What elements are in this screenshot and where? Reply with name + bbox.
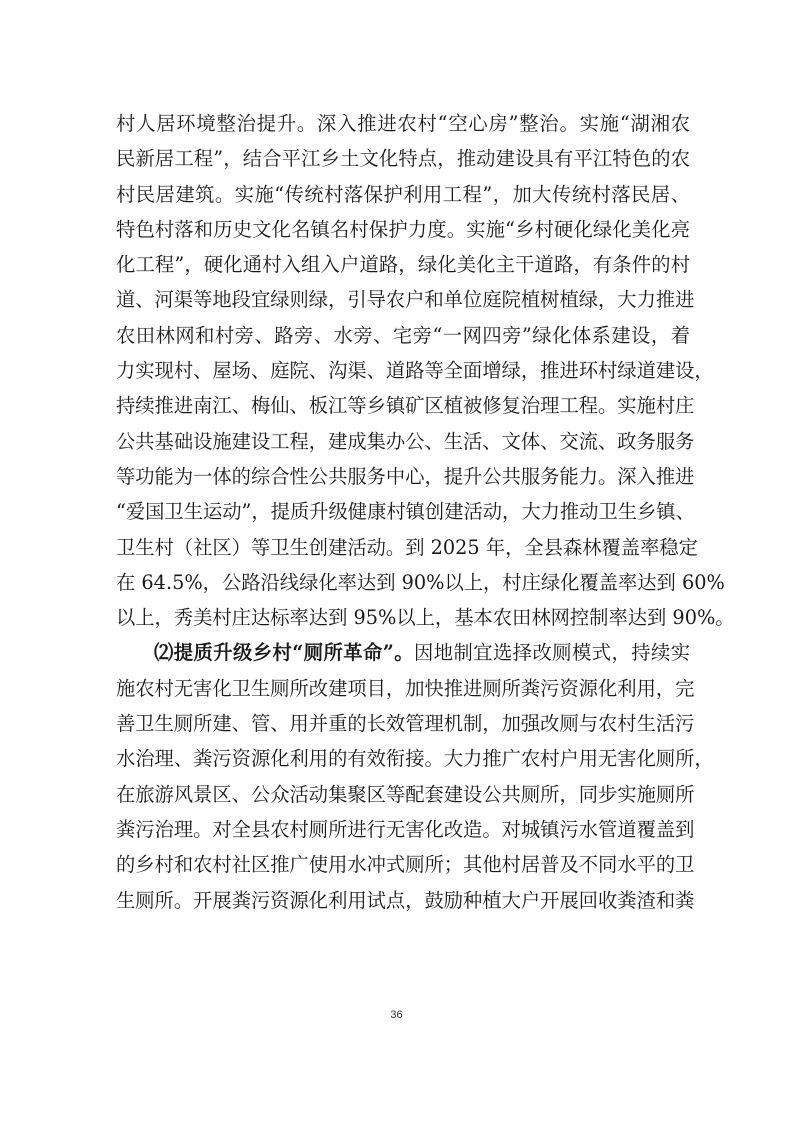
text-line: 施农村无害化卫生厕所改建项目，加快推进厕所粪污资源化利用，完 bbox=[116, 676, 695, 700]
text-line: 善卫生厕所建、管、用并重的长效管理机制，加强改厕与农村生活污 bbox=[116, 712, 695, 736]
text-line: 民新居工程”，结合平江乡土文化特点，推动建设具有平江特色的农 bbox=[116, 147, 690, 171]
text-line: 村人居环境整治提升。深入推进农村“空心房”整治。实施“湖湘农 bbox=[116, 112, 690, 135]
text-line: 的乡村和农村社区推广使用水冲式厕所；其他村居普及不同水平的卫 bbox=[116, 853, 695, 877]
text-line: 粪污治理。对全县农村厕所进行无害化改造。对城镇污水管道覆盖到 bbox=[116, 817, 695, 841]
text-line: 水治理、粪污资源化利用的有效衔接。大力推广农村户用无害化厕所， bbox=[116, 747, 714, 771]
section-heading: ⑵提质升级乡村“厕所革命”。 bbox=[154, 641, 415, 665]
text-line-first bbox=[116, 635, 690, 670]
body-text bbox=[116, 106, 735, 918]
paragraph-rural-environment bbox=[116, 106, 735, 635]
text-line: 力实现村、屋场、庭院、沟渠、道路等全面增绿，推进环村绿道建设， bbox=[116, 359, 714, 383]
text-line: 特色村落和历史文化名镇名村保护力度。实施“乡村硬化绿化美化亮 bbox=[116, 217, 690, 241]
text-line: 等功能为一体的综合性公共服务中心，提升公共服务能力。深入推进 bbox=[116, 464, 695, 488]
text-line: “爱国卫生运动”，提质升级健康村镇创建活动，大力推动卫生乡镇、 bbox=[116, 500, 695, 524]
text-line: 化工程”，硬化通村入组入户道路，绿化美化主干道路，有条件的村 bbox=[116, 253, 690, 277]
text-line: 持续推进南江、梅仙、板江等乡镇矿区植被修复治理工程。实施村庄 bbox=[116, 394, 695, 418]
text-run: 因地制宜选择改厕模式，持续实 bbox=[414, 641, 691, 665]
text-line: 在旅游风景区、公众活动集聚区等配套建设公共厕所，同步实施厕所 bbox=[116, 782, 695, 806]
paragraph-toilet-revolution bbox=[116, 635, 714, 917]
text-line: 道、河渠等地段宜绿则绿，引导农户和单位庭院植树植绿，大力推进 bbox=[116, 288, 695, 312]
page-number: 36 bbox=[390, 1009, 403, 1021]
text-line: 村民居建筑。实施“传统村落保护利用工程”，加大传统村落民居、 bbox=[116, 182, 690, 206]
text-line: 农田林网和村旁、路旁、水旁、宅旁“一网四旁”绿化体系建设，着 bbox=[116, 323, 690, 347]
text-line: 在 64.5%，公路沿线绿化率达到 90%以上，村庄绿化覆盖率达到 60% bbox=[116, 570, 725, 594]
text-line: 卫生村（社区）等卫生创建活动。到 2025 年，全县森林覆盖率稳定 bbox=[116, 535, 698, 559]
text-line: 公共基础设施建设工程，建成集办公、生活、文体、交流、政务服务 bbox=[116, 429, 695, 453]
text-line: 生厕所。开展粪污资源化利用试点，鼓励种植大户开展回收粪渣和粪 bbox=[116, 888, 695, 912]
text-line: 以上，秀美村庄达标率达到 95%以上，基本农田林网控制率达到 90%。 bbox=[116, 606, 735, 630]
